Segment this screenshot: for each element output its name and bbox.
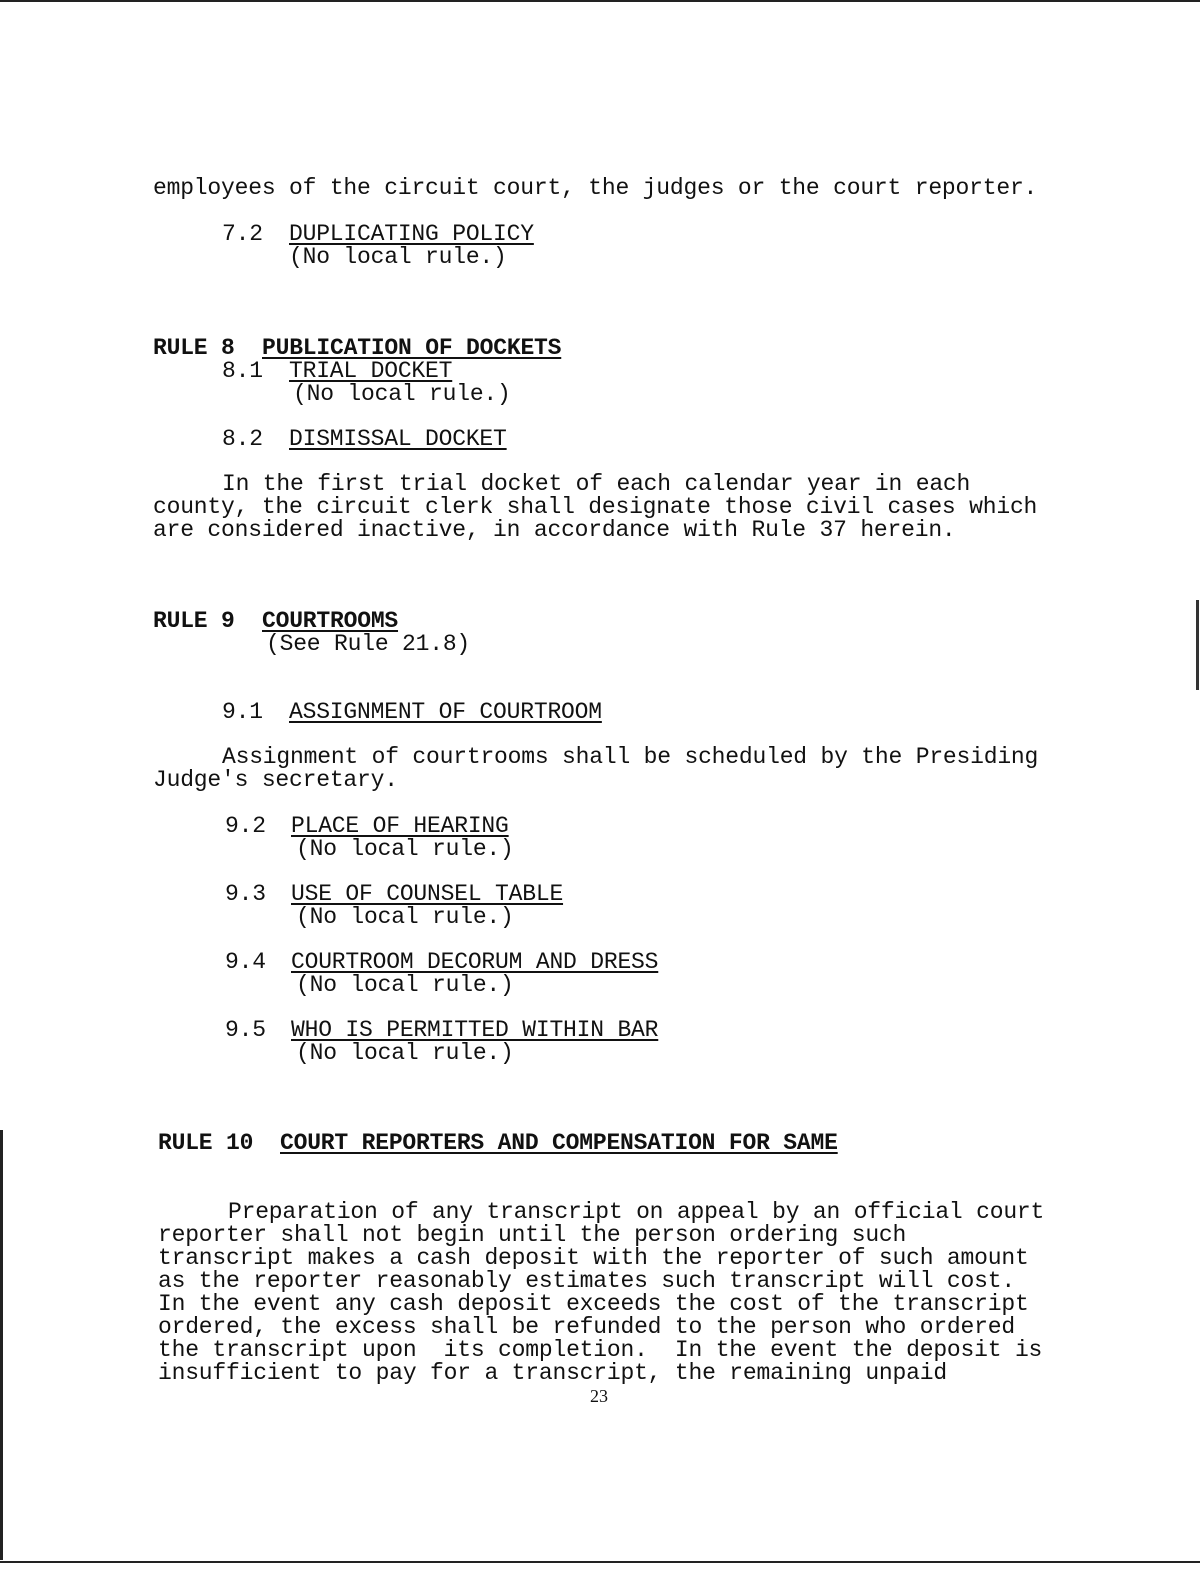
section-number: 8.2 — [222, 426, 263, 452]
rule-label: RULE 8 — [153, 335, 235, 361]
rule-label: RULE 10 — [158, 1130, 254, 1156]
section-heading: DUPLICATING POLICY — [289, 221, 534, 247]
paragraph-line: Preparation of any transcript on appeal by an official court — [228, 1199, 1045, 1225]
section-number: 9.5 — [225, 1017, 266, 1043]
scan-border-bottom — [0, 1561, 1200, 1563]
rule-label: RULE 9 — [153, 608, 235, 634]
section-heading: PLACE OF HEARING — [291, 813, 509, 839]
rule-reference: (See Rule 21.8) — [266, 631, 471, 657]
section-number: 9.1 — [222, 699, 263, 725]
paragraph-line: Judge's secretary. — [153, 767, 398, 793]
paragraph-line: In the event any cash deposit exceeds the cost of the transcript — [158, 1291, 1029, 1317]
rule-heading: COURT REPORTERS AND COMPENSATION FOR SAME — [280, 1130, 838, 1156]
scan-border-right — [1196, 600, 1199, 690]
section-heading: TRIAL DOCKET — [289, 358, 453, 384]
paragraph-line: as the reporter reasonably estimates such transcript will cost. — [158, 1268, 1015, 1294]
section-number: 7.2 — [222, 221, 263, 247]
paragraph-line: county, the circuit clerk shall designate those civil cases which — [153, 494, 1038, 520]
paragraph-line: insufficient to pay for a transcript, the remaining unpaid — [158, 1360, 947, 1386]
paragraph-line: Assignment of courtrooms shall be scheduled by the Presiding — [222, 744, 1039, 770]
section-body: (No local rule.) — [296, 972, 514, 998]
section-body: (No local rule.) — [296, 1040, 514, 1066]
rule-heading: PUBLICATION OF DOCKETS — [262, 335, 562, 361]
paragraph-line: transcript makes a cash deposit with the reporter of such amount — [158, 1245, 1029, 1271]
scan-border-top — [0, 0, 1200, 7]
section-body: (No local rule.) — [296, 904, 514, 930]
section-heading: DISMISSAL DOCKET — [289, 426, 507, 452]
body-text-line: employees of the circuit court, the judges or the court reporter. — [153, 175, 1038, 201]
page-number: 23 — [590, 1386, 608, 1406]
paragraph-line: ordered, the excess shall be refunded to the person who ordered — [158, 1314, 1015, 1340]
section-heading: USE OF COUNSEL TABLE — [291, 881, 564, 907]
section-number: 8.1 — [222, 358, 263, 384]
rule-heading: COURTROOMS — [262, 608, 399, 634]
paragraph-line: the transcript upon its completion. In the event the deposit is — [158, 1337, 1043, 1363]
paragraph-line: In the first trial docket of each calendar year in each — [222, 471, 971, 497]
section-heading: ASSIGNMENT OF COURTROOM — [289, 699, 602, 725]
paragraph-line: are considered inactive, in accordance with Rule 37 herein. — [153, 517, 956, 543]
section-number: 9.3 — [225, 881, 266, 907]
section-heading: WHO IS PERMITTED WITHIN BAR — [291, 1017, 659, 1043]
section-heading: COURTROOM DECORUM AND DRESS — [291, 949, 659, 975]
paragraph-line: reporter shall not begin until the person ordering such — [158, 1222, 907, 1248]
section-body: (No local rule.) — [296, 836, 514, 862]
section-number: 9.2 — [225, 813, 266, 839]
section-number: 9.4 — [225, 949, 266, 975]
scan-border-left — [0, 1130, 3, 1560]
section-body: (No local rule.) — [293, 381, 511, 407]
section-body: (No local rule.) — [289, 244, 507, 270]
